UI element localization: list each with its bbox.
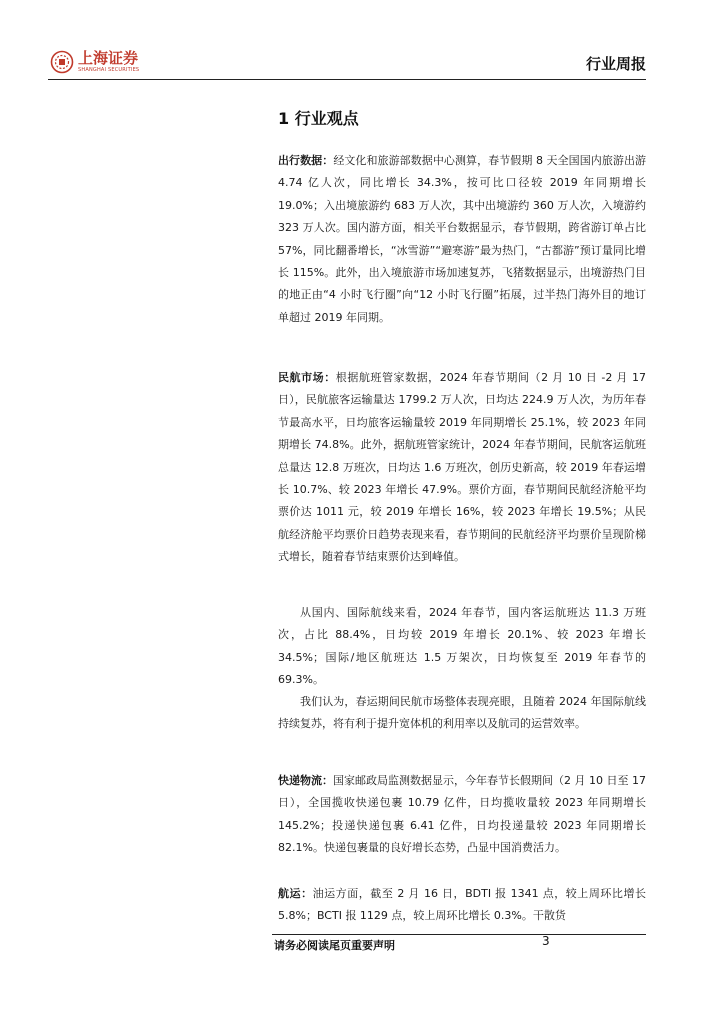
paragraph-lead: 快递物流： [278, 774, 334, 787]
header-divider [48, 79, 646, 80]
paragraph-text: 油运方面，截至 2 月 16 日，BDTI 报 1341 点，较上周环比增长 5.8%；BCTI 报 1129 点，较上周环比增长 0.3%。干散货 [278, 887, 646, 923]
paragraph-civil-aviation [278, 367, 646, 569]
shanghai-securities-logo-icon [50, 50, 74, 74]
report-type-label: 行业周报 [585, 55, 646, 73]
paragraph-text: 根据航班管家数据，2024 年春节期间（2 月 10 日 -2 月 17 日），民航旅客运输量达 1799.2 万人次，日均达 224.9 万人次，为历年春节最高水平，日均旅客运输量较 2019 年同期增长 25.1%，较 2023 年同期增长 74.8%。此外，据航班管家统计，2024 年春节期间，民航客运航班总量达 12.8 万班次，日均达 1.6 万班次，创历史新高，较 2019 年春运增长 10.7%、较 2023 年增长 47.9%。票价方面，春节期间民航经济舱平均票价达 1011 元，较 2019 年增长 16%，较 2023 年增长 19.5%；从民航经济舱平均票价日趋势表现来看，春节期间的民航经济平均票价呈现阶梯式增长，随着春节结束票价达到峰值。 [278, 371, 646, 564]
logo-chinese-name: 上海证券 [78, 49, 139, 67]
logo-english-name: SHANGHAI SECURITIES [78, 67, 140, 73]
paragraph-express-logistics [278, 770, 646, 860]
brand-logo [50, 50, 139, 74]
section-title: 1 行业观点 [278, 109, 359, 128]
paragraph-text: 经文化和旅游部数据中心测算，春节假期 8 天全国国内旅游出游 4.74 亿人次，同比增长 34.3%，按可比口径较 2019 年同期增长 19.0%；入出境旅游约 683 万人次，其中出境游约 360 万人次，入境游约 323 万人次。国内游方面，相关平台数据显示，春节假期，跨省游订单占比 57%，同比翻番增长，“冰雪游”“避寒游”最为热门，“古都游”预订量同比增长 115%。此外，出入境旅游市场加速复苏，飞猪数据显示，出境游热门目的地正由“4 小时飞行圈”向“12 小时飞行圈”拓展，过半热门海外目的地订单超过 2019 年同期。 [278, 154, 646, 324]
page-header [0, 0, 724, 82]
paragraph-lead: 出行数据： [278, 154, 334, 167]
paragraph-lead: 民航市场： [278, 371, 336, 384]
footer-divider [272, 934, 646, 935]
paragraph-travel-data [278, 150, 646, 329]
paragraph-shipping [278, 883, 646, 928]
paragraph-domestic-international-routes: 从国内、国际航线来看，2024 年春节，国内客运航班达 11.3 万班次，占比 88.4%，日均较 2019 年增长 20.1%、较 2023 年增长 34.5%；国际/地区航班达 1.5 万架次，日均恢复至 2019 年春节的 69.3%。 [278, 606, 646, 687]
paragraph-opinion: 我们认为，春运期间民航市场整体表现亮眼，且随着 2024 年国际航线持续复苏，将有利于提升宽体机的利用率以及航司的运营效率。 [278, 695, 646, 731]
paragraph-text: 国家邮政局监测数据显示，今年春节长假期间（2 月 10 日至 17 日），全国揽收快递包裹 10.79 亿件，日均揽收量较 2023 年同期增长 145.2%；投递快递包裹 6.41 亿件，日均投递量较 2023 年同期增长 82.1%。快递包裹量的良好增长态势，凸显中国消费活力。 [278, 774, 647, 855]
footer-disclaimer: 请务必阅读尾页重要声明 [274, 939, 395, 952]
page-number: 3 [542, 934, 550, 948]
paragraph-lead: 航运： [278, 887, 313, 900]
